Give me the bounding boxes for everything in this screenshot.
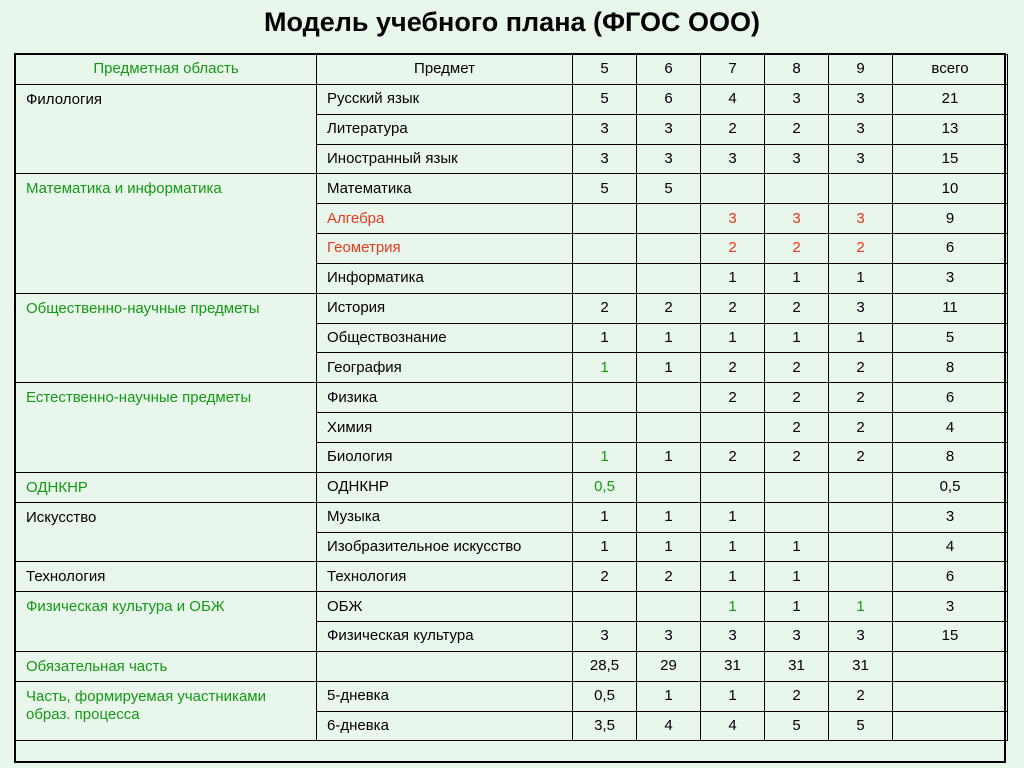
grade-8-cell: 2 [765,293,829,323]
grade-7-cell: 4 [701,711,765,741]
subject-cell: Технология [317,562,573,592]
subject-cell: Литература [317,114,573,144]
header-grade-6: 6 [637,55,701,85]
grade-8-cell [765,472,829,502]
table-row [16,84,1008,114]
subject-cell: Музыка [317,502,573,532]
header-grade-5: 5 [573,55,637,85]
grade-7-cell: 3 [701,204,765,234]
grade-8-cell: 1 [765,562,829,592]
total-cell: 3 [893,263,1008,293]
area-cell: Обязательная часть [16,651,317,681]
grade-9-cell: 2 [829,353,893,383]
grade-7-cell: 4 [701,84,765,114]
grade-7-cell: 1 [701,681,765,711]
area-cell: Естественно-научные предметы [16,383,317,473]
grade-6-cell: 1 [637,323,701,353]
total-cell: 5 [893,323,1008,353]
grade-6-cell: 5 [637,174,701,204]
header-grade-7: 7 [701,55,765,85]
subject-cell: Информатика [317,263,573,293]
grade-8-cell: 2 [765,383,829,413]
grade-9-cell: 3 [829,114,893,144]
subject-cell: 5-дневка [317,681,573,711]
area-cell: Общественно-научные предметы [16,293,317,383]
table-header-row [16,55,1008,85]
table-row [16,174,1008,204]
table-row [16,293,1008,323]
subject-cell: Химия [317,413,573,443]
area-cell: Филология [16,84,317,174]
grade-9-cell: 3 [829,84,893,114]
header-area: Предметная область [16,55,317,85]
header-grade-9: 9 [829,55,893,85]
header-subject: Предмет [317,55,573,85]
grade-5-cell: 0,5 [573,472,637,502]
grade-6-cell: 4 [637,711,701,741]
grade-9-cell: 3 [829,204,893,234]
grade-8-cell: 2 [765,234,829,264]
grade-9-cell: 3 [829,144,893,174]
grade-8-cell: 5 [765,711,829,741]
grade-5-cell: 5 [573,84,637,114]
grade-9-cell [829,472,893,502]
table-row [16,383,1008,413]
grade-5-cell [573,592,637,622]
total-cell: 21 [893,84,1008,114]
grade-7-cell: 2 [701,114,765,144]
grade-5-cell: 1 [573,442,637,472]
grade-6-cell: 1 [637,353,701,383]
grade-9-cell: 1 [829,592,893,622]
table-row [16,562,1008,592]
subject-cell: ОДНКНР [317,472,573,502]
grade-7-cell: 2 [701,353,765,383]
grade-7-cell: 1 [701,562,765,592]
header-total: всего [893,55,1008,85]
subject-cell [317,651,573,681]
grade-5-cell: 3 [573,144,637,174]
subject-cell: Алгебра [317,204,573,234]
area-cell: Технология [16,562,317,592]
subject-cell: ОБЖ [317,592,573,622]
grade-5-cell: 0,5 [573,681,637,711]
grade-9-cell [829,532,893,562]
grade-7-cell: 1 [701,502,765,532]
total-cell: 6 [893,562,1008,592]
grade-6-cell: 6 [637,84,701,114]
grade-5-cell: 3 [573,622,637,652]
grade-7-cell: 1 [701,323,765,353]
header-grade-8: 8 [765,55,829,85]
area-cell: Часть, формируемая участниками образ. процесса [16,681,317,741]
total-cell: 11 [893,293,1008,323]
grade-9-cell [829,502,893,532]
grade-5-cell [573,383,637,413]
grade-6-cell: 1 [637,681,701,711]
grade-7-cell: 2 [701,383,765,413]
grade-7-cell [701,413,765,443]
subject-cell: История [317,293,573,323]
grade-8-cell: 31 [765,651,829,681]
table-row [16,681,1008,711]
subject-cell: Иностранный язык [317,144,573,174]
grade-5-cell: 1 [573,353,637,383]
grade-5-cell: 1 [573,323,637,353]
grade-8-cell: 2 [765,442,829,472]
grade-6-cell: 3 [637,114,701,144]
total-cell: 6 [893,234,1008,264]
grade-9-cell: 2 [829,383,893,413]
grade-9-cell [829,174,893,204]
grade-5-cell: 28,5 [573,651,637,681]
area-cell: Физическая культура и ОБЖ [16,592,317,652]
grade-8-cell: 1 [765,592,829,622]
total-cell: 8 [893,442,1008,472]
total-cell: 0,5 [893,472,1008,502]
grade-6-cell: 2 [637,293,701,323]
total-cell: 3 [893,502,1008,532]
grade-5-cell: 5 [573,174,637,204]
grade-6-cell [637,263,701,293]
grade-6-cell: 3 [637,144,701,174]
grade-6-cell [637,413,701,443]
grade-7-cell: 1 [701,263,765,293]
grade-9-cell [829,562,893,592]
grade-8-cell: 1 [765,323,829,353]
grade-6-cell: 29 [637,651,701,681]
grade-9-cell: 5 [829,711,893,741]
grade-7-cell: 1 [701,592,765,622]
table-row [16,592,1008,622]
grade-8-cell: 1 [765,532,829,562]
subject-cell: Изобразительное искусство [317,532,573,562]
page-title: Модель учебного плана (ФГОС ООО) [263,7,761,37]
total-cell: 9 [893,204,1008,234]
total-cell: 10 [893,174,1008,204]
grade-6-cell: 1 [637,532,701,562]
total-cell: 15 [893,144,1008,174]
table-row [16,472,1008,502]
area-cell: Искусство [16,502,317,562]
area-cell: ОДНКНР [16,472,317,502]
grade-7-cell: 3 [701,622,765,652]
grade-6-cell [637,234,701,264]
total-cell: 3 [893,592,1008,622]
grade-6-cell: 2 [637,562,701,592]
total-cell [893,651,1008,681]
grade-8-cell: 3 [765,84,829,114]
grade-6-cell: 1 [637,442,701,472]
grade-8-cell: 1 [765,263,829,293]
grade-7-cell: 31 [701,651,765,681]
subject-cell: География [317,353,573,383]
grade-8-cell: 3 [765,204,829,234]
grade-7-cell: 2 [701,442,765,472]
grade-8-cell: 3 [765,622,829,652]
total-cell [893,711,1008,741]
subject-cell: Физическая культура [317,622,573,652]
grade-8-cell [765,502,829,532]
grade-9-cell: 2 [829,681,893,711]
total-cell: 15 [893,622,1008,652]
grade-5-cell [573,413,637,443]
total-cell: 8 [893,353,1008,383]
total-cell: 13 [893,114,1008,144]
table-row [16,502,1008,532]
grade-5-cell [573,234,637,264]
grade-9-cell: 2 [829,234,893,264]
grade-5-cell: 1 [573,532,637,562]
grade-5-cell: 2 [573,562,637,592]
grade-8-cell [765,174,829,204]
grade-9-cell: 1 [829,263,893,293]
grade-5-cell: 3 [573,114,637,144]
grade-7-cell: 2 [701,293,765,323]
subject-cell: Русский язык [317,84,573,114]
grade-9-cell: 3 [829,293,893,323]
grade-9-cell: 2 [829,413,893,443]
subject-cell: Геометрия [317,234,573,264]
grade-7-cell: 1 [701,532,765,562]
grade-9-cell: 3 [829,622,893,652]
grade-6-cell [637,204,701,234]
total-cell: 4 [893,413,1008,443]
grade-9-cell: 31 [829,651,893,681]
grade-9-cell: 1 [829,323,893,353]
curriculum-table [15,54,1008,741]
area-cell: Математика и информатика [16,174,317,293]
grade-7-cell: 2 [701,234,765,264]
grade-8-cell: 2 [765,413,829,443]
grade-6-cell: 1 [637,502,701,532]
grade-8-cell: 2 [765,681,829,711]
subject-cell: Математика [317,174,573,204]
grade-6-cell: 3 [637,622,701,652]
grade-6-cell [637,472,701,502]
subject-cell: Обществознание [317,323,573,353]
grade-7-cell: 3 [701,144,765,174]
grade-6-cell [637,383,701,413]
subject-cell: Физика [317,383,573,413]
subject-cell: Биология [317,442,573,472]
grade-8-cell: 2 [765,114,829,144]
total-cell: 6 [893,383,1008,413]
total-cell: 4 [893,532,1008,562]
grade-7-cell [701,472,765,502]
grade-5-cell [573,204,637,234]
grade-5-cell: 1 [573,502,637,532]
table-row [16,651,1008,681]
grade-8-cell: 3 [765,144,829,174]
grade-5-cell: 3,5 [573,711,637,741]
grade-6-cell [637,592,701,622]
subject-cell: 6-дневка [317,711,573,741]
grade-5-cell [573,263,637,293]
grade-8-cell: 2 [765,353,829,383]
grade-7-cell [701,174,765,204]
grade-5-cell: 2 [573,293,637,323]
grade-9-cell: 2 [829,442,893,472]
total-cell [893,681,1008,711]
